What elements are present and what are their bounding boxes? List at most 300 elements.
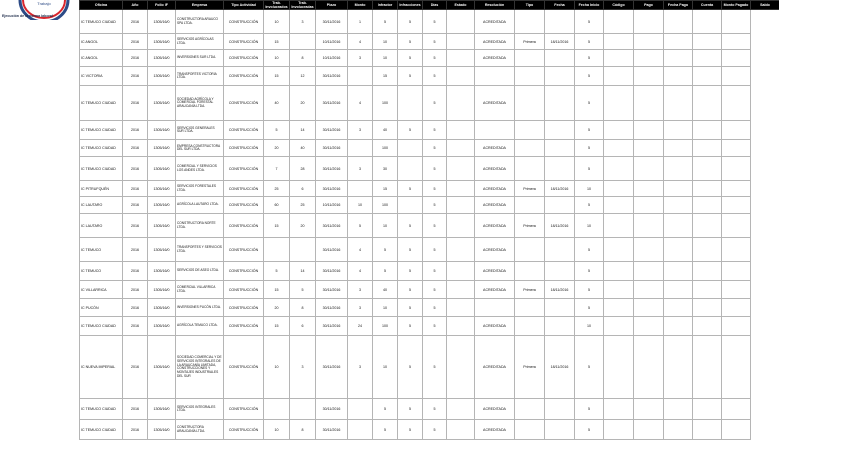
table-cell bbox=[604, 420, 634, 440]
table-cell: 1305/16/0 bbox=[148, 67, 176, 86]
table-cell: CONSTRUCCIÓN bbox=[224, 157, 264, 181]
table-cell: 30/11/2016 bbox=[316, 420, 348, 440]
table-row bbox=[80, 140, 780, 157]
table-cell: 5 bbox=[398, 67, 423, 86]
table-cell: 5 bbox=[398, 299, 423, 317]
table-cell: 15 bbox=[264, 67, 290, 86]
table-cell bbox=[604, 157, 634, 181]
table-cell bbox=[447, 86, 475, 121]
table-row bbox=[80, 238, 780, 262]
table-cell: COMERCIAL VILLARRICA LTDA. bbox=[176, 281, 224, 299]
column-header: Fecha Pago bbox=[664, 1, 693, 10]
table-cell: TRANSPORTES VICTORIA LTDA. bbox=[176, 67, 224, 86]
table-cell: ACREDITADA bbox=[475, 181, 515, 197]
table-cell bbox=[693, 399, 722, 420]
table-cell bbox=[515, 399, 545, 420]
table-cell: 14 bbox=[290, 121, 316, 140]
table-cell bbox=[515, 299, 545, 317]
table-cell: 7 bbox=[264, 157, 290, 181]
table-cell: 40 bbox=[290, 140, 316, 157]
table-cell bbox=[604, 214, 634, 238]
table-cell: 1305/16/0 bbox=[148, 181, 176, 197]
table-cell bbox=[604, 281, 634, 299]
table-cell: ACREDITADA bbox=[475, 420, 515, 440]
table-cell: 1305/16/0 bbox=[148, 86, 176, 121]
table-cell bbox=[722, 238, 751, 262]
table-cell bbox=[693, 214, 722, 238]
table-cell: 5 bbox=[398, 10, 423, 34]
table-cell: 5 bbox=[423, 197, 447, 214]
table-cell: 30/11/2016 bbox=[316, 336, 348, 399]
table-row bbox=[80, 197, 780, 214]
table-cell: 5 bbox=[575, 121, 604, 140]
table-cell: 1 bbox=[348, 10, 373, 34]
table-cell: 1305/16/0 bbox=[148, 299, 176, 317]
table-cell bbox=[447, 317, 475, 336]
table-cell: CONSTRUCCIÓN bbox=[224, 317, 264, 336]
table-cell bbox=[290, 238, 316, 262]
table-cell bbox=[604, 197, 634, 214]
table-cell: 30/11/2016 bbox=[316, 399, 348, 420]
table-cell: 2016 bbox=[123, 34, 148, 50]
table-cell bbox=[447, 50, 475, 67]
table-cell: 4 bbox=[348, 238, 373, 262]
data-table bbox=[79, 0, 779, 440]
table-cell: 5 bbox=[398, 317, 423, 336]
table-row bbox=[80, 121, 780, 140]
table-cell bbox=[515, 50, 545, 67]
table-cell: 12 bbox=[290, 67, 316, 86]
table-cell bbox=[664, 399, 693, 420]
table-cell: 40 bbox=[264, 86, 290, 121]
table-cell: 30/11/2016 bbox=[316, 181, 348, 197]
table-cell: COMERCIAL Y SERVICIOS LOS ANDES LTDA. bbox=[176, 157, 224, 181]
table-cell: 15 bbox=[373, 67, 398, 86]
table-cell bbox=[664, 299, 693, 317]
table-cell bbox=[634, 420, 664, 440]
table-cell bbox=[722, 121, 751, 140]
table-cell: 20 bbox=[264, 140, 290, 157]
table-cell: 1305/16/0 bbox=[148, 238, 176, 262]
table-cell bbox=[264, 238, 290, 262]
table-cell bbox=[545, 140, 575, 157]
table-cell: IC VICTORIA bbox=[80, 67, 123, 86]
table-cell: CONSTRUCCIÓN bbox=[224, 34, 264, 50]
table-cell bbox=[722, 67, 751, 86]
table-cell: CONSTRUCCIÓN bbox=[224, 181, 264, 197]
table-cell: ACREDITADA bbox=[475, 140, 515, 157]
table-cell: 2016 bbox=[123, 140, 148, 157]
table-cell: 1305/16/0 bbox=[148, 157, 176, 181]
table-cell: 5 bbox=[575, 197, 604, 214]
table-cell: 1305/16/0 bbox=[148, 10, 176, 34]
table-cell: 3 bbox=[348, 299, 373, 317]
table-cell bbox=[634, 10, 664, 34]
table-cell: IC TEMUCO CIUDAD bbox=[80, 399, 123, 420]
table-cell bbox=[447, 10, 475, 34]
table-cell bbox=[348, 67, 373, 86]
table-cell bbox=[515, 140, 545, 157]
table-cell: CONSTRUCCIÓN bbox=[224, 10, 264, 34]
table-cell bbox=[545, 420, 575, 440]
table-cell: 3 bbox=[348, 281, 373, 299]
table-cell bbox=[664, 67, 693, 86]
table-cell: 10 bbox=[264, 420, 290, 440]
table-cell bbox=[515, 121, 545, 140]
table-cell bbox=[515, 157, 545, 181]
table-cell bbox=[604, 140, 634, 157]
table-cell bbox=[604, 50, 634, 67]
table-cell bbox=[290, 34, 316, 50]
table-cell: 5 bbox=[575, 157, 604, 181]
table-cell: IC TEMUCO bbox=[80, 262, 123, 281]
table-cell bbox=[693, 299, 722, 317]
table-row bbox=[80, 157, 780, 181]
table-cell: 100 bbox=[373, 197, 398, 214]
table-cell: SERVICIOS AGRÍCOLAS LTDA. bbox=[176, 34, 224, 50]
table-cell: 40 bbox=[373, 281, 398, 299]
table-cell bbox=[722, 299, 751, 317]
table-cell: 5 bbox=[423, 10, 447, 34]
table-cell: 5 bbox=[290, 281, 316, 299]
table-cell bbox=[604, 317, 634, 336]
table-cell bbox=[664, 281, 693, 299]
table-cell: 5 bbox=[423, 34, 447, 50]
table-cell bbox=[634, 197, 664, 214]
table-cell: 2016 bbox=[123, 181, 148, 197]
table-cell bbox=[348, 420, 373, 440]
table-cell bbox=[634, 157, 664, 181]
table-cell: 30/11/2016 bbox=[316, 121, 348, 140]
table-row bbox=[80, 336, 780, 399]
table-cell bbox=[447, 420, 475, 440]
table-cell: IC TEMUCO CIUDAD bbox=[80, 10, 123, 34]
table-cell bbox=[604, 299, 634, 317]
table-cell: Primera bbox=[515, 34, 545, 50]
table-cell: ACREDITADA bbox=[475, 336, 515, 399]
table-cell: 10 bbox=[373, 34, 398, 50]
table-cell: ACREDITADA bbox=[475, 281, 515, 299]
table-cell bbox=[634, 121, 664, 140]
table-cell: 5 bbox=[423, 420, 447, 440]
table-cell: 10 bbox=[373, 336, 398, 399]
table-cell bbox=[634, 34, 664, 50]
table-cell: 2016 bbox=[123, 67, 148, 86]
table-cell bbox=[722, 214, 751, 238]
table-cell: IC LAUTARO bbox=[80, 197, 123, 214]
table-cell: 10/11/2016 bbox=[316, 197, 348, 214]
table-cell bbox=[634, 214, 664, 238]
table-cell: 5 bbox=[575, 238, 604, 262]
table-cell: 3 bbox=[348, 50, 373, 67]
table-cell: 15 bbox=[264, 214, 290, 238]
table-row bbox=[80, 262, 780, 281]
table-cell: INVERSIONES PUCÓN LTDA. bbox=[176, 299, 224, 317]
table-cell: SERVICIOS INTEGRALES LTDA. bbox=[176, 399, 224, 420]
column-header: Folio IF bbox=[148, 1, 176, 10]
table-cell: 5 bbox=[398, 336, 423, 399]
table-cell bbox=[545, 197, 575, 214]
table-cell bbox=[722, 336, 751, 399]
table-cell bbox=[447, 181, 475, 197]
table-cell: 5 bbox=[575, 34, 604, 50]
table-cell: 30/11/2016 bbox=[316, 214, 348, 238]
table-cell bbox=[634, 281, 664, 299]
column-header: Saldo bbox=[751, 1, 780, 10]
table-cell: 5 bbox=[575, 262, 604, 281]
table-cell: 5 bbox=[264, 121, 290, 140]
table-cell: 5 bbox=[575, 86, 604, 121]
table-cell: ACREDITADA bbox=[475, 399, 515, 420]
table-cell: 15 bbox=[373, 181, 398, 197]
table-cell: 30/11/2016 bbox=[316, 67, 348, 86]
table-cell: 5 bbox=[423, 214, 447, 238]
table-cell: 5 bbox=[373, 238, 398, 262]
table-cell bbox=[290, 399, 316, 420]
table-cell: 15 bbox=[264, 281, 290, 299]
table-cell: 5 bbox=[423, 299, 447, 317]
table-cell: 4 bbox=[348, 262, 373, 281]
table-cell bbox=[634, 140, 664, 157]
table-cell: SOCIEDAD AGRÍCOLA Y COMERCIAL FORESTAL ARAUCANÍA LTDA. bbox=[176, 86, 224, 121]
table-cell: CONSTRUCCIÓN bbox=[224, 50, 264, 67]
table-cell: 100 bbox=[373, 86, 398, 121]
table-cell bbox=[634, 238, 664, 262]
column-header: Año bbox=[123, 1, 148, 10]
table-cell: IC TEMUCO CIUDAD bbox=[80, 121, 123, 140]
table-cell bbox=[693, 281, 722, 299]
table-row bbox=[80, 86, 780, 121]
table-cell: 2016 bbox=[123, 281, 148, 299]
table-cell: CONSTRUCTORA ARAUCO SPA LTDA. bbox=[176, 10, 224, 34]
table-cell bbox=[634, 262, 664, 281]
table-cell: CONSTRUCCIÓN bbox=[224, 140, 264, 157]
table-cell: 2016 bbox=[123, 317, 148, 336]
column-header: Pago bbox=[634, 1, 664, 10]
table-cell bbox=[398, 86, 423, 121]
table-cell: CONSTRUCCIÓN bbox=[224, 214, 264, 238]
table-cell: 30/11/2016 bbox=[316, 281, 348, 299]
table-cell: 2016 bbox=[123, 50, 148, 67]
table-cell: 1305/16/0 bbox=[148, 140, 176, 157]
table-cell: 60 bbox=[264, 197, 290, 214]
table-cell: 5 bbox=[398, 34, 423, 50]
table-cell: 2016 bbox=[123, 262, 148, 281]
table-cell bbox=[693, 317, 722, 336]
table-cell bbox=[604, 399, 634, 420]
table-cell: CONSTRUCCIÓN bbox=[224, 336, 264, 399]
table-cell bbox=[722, 86, 751, 121]
table-cell: 5 bbox=[575, 281, 604, 299]
table-cell: 30/11/2016 bbox=[316, 238, 348, 262]
table-cell bbox=[664, 317, 693, 336]
table-cell: 1305/16/0 bbox=[148, 197, 176, 214]
table-cell: 1305/16/0 bbox=[148, 281, 176, 299]
table-cell bbox=[664, 214, 693, 238]
table-cell bbox=[693, 10, 722, 34]
table-cell: 100 bbox=[373, 317, 398, 336]
table-cell: 5 bbox=[398, 181, 423, 197]
table-cell: 30/11/2016 bbox=[316, 317, 348, 336]
table-cell bbox=[447, 121, 475, 140]
table-cell: IC TEMUCO CIUDAD bbox=[80, 86, 123, 121]
table-cell: 40 bbox=[373, 121, 398, 140]
table-cell bbox=[475, 121, 515, 140]
column-header: Infracciones bbox=[398, 1, 423, 10]
table-cell bbox=[447, 34, 475, 50]
table-cell: 10 bbox=[264, 336, 290, 399]
table-cell: 4 bbox=[348, 86, 373, 121]
table-cell: IC ANGOL bbox=[80, 34, 123, 50]
table-cell bbox=[693, 238, 722, 262]
table-cell: ACREDITADA bbox=[475, 317, 515, 336]
table-header-row bbox=[80, 1, 780, 10]
table-cell bbox=[264, 399, 290, 420]
table-cell bbox=[634, 336, 664, 399]
table-cell bbox=[545, 86, 575, 121]
table-cell: 5 bbox=[373, 399, 398, 420]
table-cell: ACREDITADA bbox=[475, 10, 515, 34]
column-header: Fecha Inicio bbox=[575, 1, 604, 10]
table-cell: 30/11/2016 bbox=[316, 10, 348, 34]
table-cell bbox=[604, 34, 634, 50]
table-cell: ACREDITADA bbox=[475, 86, 515, 121]
table-cell bbox=[664, 238, 693, 262]
table-cell: 1305/16/0 bbox=[148, 336, 176, 399]
column-header: Empresa bbox=[176, 1, 224, 10]
column-header: Infractor bbox=[373, 1, 398, 10]
table-cell: 5 bbox=[575, 399, 604, 420]
table-cell: 5 bbox=[398, 262, 423, 281]
column-header: Fecha bbox=[545, 1, 575, 10]
table-cell: 5 bbox=[423, 157, 447, 181]
tagline: Ejecución de la norma laboral bbox=[2, 14, 53, 18]
table-cell: IC TEMUCO CIUDAD bbox=[80, 317, 123, 336]
table-cell: AGRÍCOLA TEMUCO LTDA. bbox=[176, 317, 224, 336]
table-cell bbox=[604, 181, 634, 197]
table-cell: 18/11/2016 bbox=[545, 34, 575, 50]
table-row bbox=[80, 181, 780, 197]
table-cell bbox=[664, 420, 693, 440]
table-cell bbox=[664, 197, 693, 214]
table-cell bbox=[722, 197, 751, 214]
table-cell: 5 bbox=[423, 181, 447, 197]
table-cell bbox=[447, 238, 475, 262]
table-cell: 1305/16/0 bbox=[148, 50, 176, 67]
table-cell: CONSTRUCCIÓN bbox=[224, 238, 264, 262]
table-cell: 10 bbox=[373, 299, 398, 317]
table-cell: 5 bbox=[423, 336, 447, 399]
table-cell: 5 bbox=[348, 214, 373, 238]
table-cell: 5 bbox=[423, 67, 447, 86]
table-cell bbox=[664, 121, 693, 140]
logo-text: Trabajo bbox=[37, 1, 51, 6]
table-cell: ACREDITADA bbox=[475, 262, 515, 281]
table-cell: 10 bbox=[264, 10, 290, 34]
table-cell bbox=[447, 214, 475, 238]
table-cell bbox=[722, 34, 751, 50]
column-header: Tipo Actividad bbox=[224, 1, 264, 10]
table-cell: ACREDITADA bbox=[475, 50, 515, 67]
column-header: Monto bbox=[348, 1, 373, 10]
table-cell: 8 bbox=[290, 420, 316, 440]
table-cell: 3 bbox=[348, 121, 373, 140]
table-cell bbox=[634, 181, 664, 197]
table-cell: IC NUEVA IMPERIAL bbox=[80, 336, 123, 399]
table-cell: 24 bbox=[348, 317, 373, 336]
table-cell: 2016 bbox=[123, 238, 148, 262]
table-row bbox=[80, 399, 780, 420]
table-cell: CONSTRUCCIÓN bbox=[224, 197, 264, 214]
table-row bbox=[80, 10, 780, 34]
table-cell: AGRÍCOLA LAUTARO LTDA. bbox=[176, 197, 224, 214]
column-header: Días bbox=[423, 1, 447, 10]
table-cell: 1305/16/0 bbox=[148, 399, 176, 420]
table-cell: ACREDITADA bbox=[475, 157, 515, 181]
table-row bbox=[80, 420, 780, 440]
table-cell bbox=[693, 67, 722, 86]
table-cell bbox=[693, 157, 722, 181]
table-cell: 5 bbox=[575, 140, 604, 157]
table-cell bbox=[447, 262, 475, 281]
table-cell: IC TEMUCO CIUDAD bbox=[80, 420, 123, 440]
table-cell: 10 bbox=[348, 197, 373, 214]
table-cell: 10 bbox=[575, 214, 604, 238]
table-cell: 5 bbox=[575, 50, 604, 67]
table-cell: 18/11/2016 bbox=[545, 214, 575, 238]
table-cell bbox=[447, 197, 475, 214]
table-cell: IC ANGOL bbox=[80, 50, 123, 67]
table-cell: 2016 bbox=[123, 197, 148, 214]
table-cell: 10/11/2016 bbox=[316, 34, 348, 50]
table-cell: IC TEMUCO CIUDAD bbox=[80, 140, 123, 157]
table-cell: 10 bbox=[373, 50, 398, 67]
table-cell bbox=[398, 157, 423, 181]
table-cell bbox=[604, 336, 634, 399]
table-cell: 6 bbox=[290, 181, 316, 197]
table-cell bbox=[722, 399, 751, 420]
table-cell bbox=[515, 67, 545, 86]
table-cell bbox=[604, 121, 634, 140]
table-cell bbox=[604, 238, 634, 262]
table-cell: ACREDITADA bbox=[475, 197, 515, 214]
table-cell: 28 bbox=[290, 157, 316, 181]
table-cell: CONSTRUCCIÓN bbox=[224, 399, 264, 420]
table-cell bbox=[447, 157, 475, 181]
table-cell: IC PUCÓN bbox=[80, 299, 123, 317]
table-cell bbox=[604, 262, 634, 281]
column-header: Cuenta bbox=[693, 1, 722, 10]
table-cell: EMPRESA CONSTRUCTORA DEL SUR LTDA. bbox=[176, 140, 224, 157]
table-cell: CONSTRUCTORA NORTE LTDA. bbox=[176, 214, 224, 238]
table-row bbox=[80, 299, 780, 317]
table-cell bbox=[545, 399, 575, 420]
table-cell bbox=[664, 50, 693, 67]
table-cell: 5 bbox=[575, 336, 604, 399]
table-cell: 5 bbox=[373, 420, 398, 440]
table-row bbox=[80, 50, 780, 67]
report-sheet bbox=[79, 0, 779, 450]
table-cell: CONSTRUCCIÓN bbox=[224, 299, 264, 317]
table-cell: 5 bbox=[575, 10, 604, 34]
table-cell: 5 bbox=[423, 399, 447, 420]
table-cell bbox=[545, 238, 575, 262]
table-cell: 18/11/2016 bbox=[545, 181, 575, 197]
table-cell: 3 bbox=[348, 336, 373, 399]
table-row bbox=[80, 214, 780, 238]
table-cell: 2016 bbox=[123, 214, 148, 238]
table-cell: Primera bbox=[515, 336, 545, 399]
